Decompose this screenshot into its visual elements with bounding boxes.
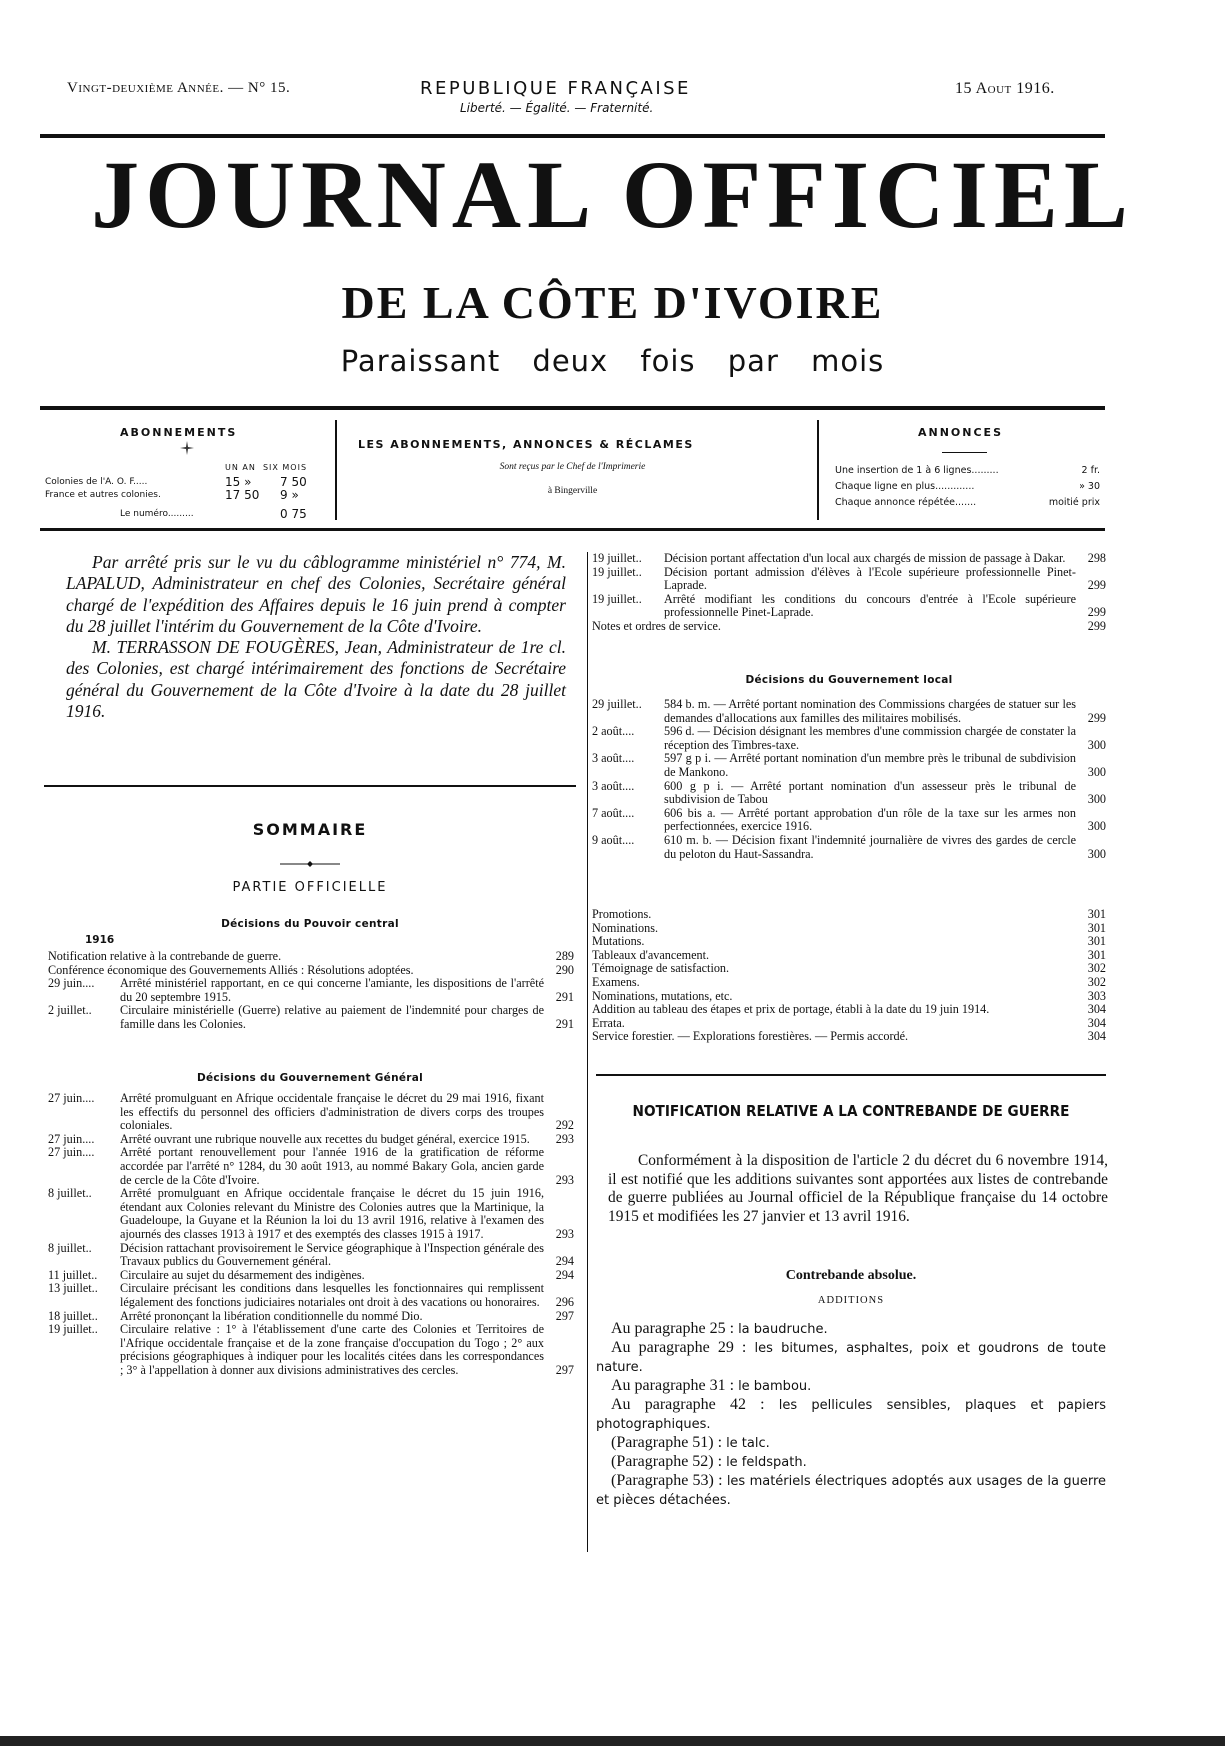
- col-head-six: SIX MOIS: [262, 463, 308, 472]
- box-bottom-rule: [40, 528, 1105, 531]
- center-box-line2: à Bingerville: [547, 486, 598, 496]
- toc-entry[interactable]: 27 juin.... Arrêté promulguant en Afrique occidentale française le décret du 29 mai 1916, fixant les effectifs du personnel des officiers d'administration de divers corps des troupes coloniales. 292: [48, 1091, 574, 1133]
- subscriptions-column-heads: [225, 463, 335, 472]
- intro-rule: [44, 785, 576, 787]
- toc-entry[interactable]: 8 juillet.. Décision rattachant provisoirement le Service géographique à l'Inspection générale des Travaux publics du Gouvernement général. 294: [48, 1240, 574, 1269]
- ornament-icon: [280, 852, 340, 858]
- toc-entry[interactable]: 27 juin.... Arrêté portant renouvellement pour l'année 1916 de la gratification de réforme accordée par l'arrêté n° 1284, du 30 août 1913, au nommé Bakary Gola, ancien garde de cercle de la Côte d'Ivoire. 293: [48, 1145, 574, 1187]
- intro-paragraph-1: Par arrêté pris sur le vu du câblogramme ministériel n° 774, M. LAPALUD, Administrateur en chef des Colonies, Secrétaire général chargé de l'expédition des Affaires depuis le 16 juin prend à compter du 28 juillet l'intérim du Gouvernement de la Côte d'Ivoire.: [66, 552, 566, 636]
- annonces-heading: ANNONCES: [918, 426, 1003, 439]
- intro-block: [66, 552, 566, 722]
- annonce-row: Une insertion de 1 à 6 lignes......... 2 fr.: [835, 465, 1100, 476]
- addition-item: Au paragraphe 29 : les bitumes, asphaltes, poix et goudrons de toute nature.: [596, 1339, 1107, 1375]
- notification-body: Conformément à la disposition de l'article 2 du décret du 6 novembre 1914, il est notifié que les additions suivantes sont apportées aux listes de contrebande de guerre publiées au Journal officiel de la République française du 14 octobre 1915 et modifiées les 27 janvier et 13 avril 1916.: [608, 1152, 1108, 1225]
- addition-item: Au paragraphe 31 : le bambou.: [611, 1377, 812, 1394]
- annonces-underline: [942, 452, 987, 453]
- toc-entry[interactable]: Mutations. 301: [592, 934, 1106, 949]
- year-label: 1916: [85, 934, 115, 946]
- toc-entry[interactable]: Témoignage de satisfaction. 302: [592, 961, 1106, 976]
- annonces-table: [835, 463, 1100, 511]
- toc-entry[interactable]: 13 juillet.. Circulaire précisant les conditions dans lesquelles les fonctionnaires qui remplissent légalement des fonctions judiciaires notariales ont droit à des vacations ou honoraires. 296: [48, 1281, 574, 1309]
- contrebande-heading: Contrebande absolue.: [785, 1268, 917, 1283]
- toc-entry[interactable]: 3 août.... 600 g p i. — Arrêté portant nomination d'un assesseur près le tribunal de subdivision de Tabou 300: [592, 778, 1106, 807]
- toc-entry[interactable]: Notes et ordres de service. 299: [592, 618, 1106, 633]
- additions-label: ADDITIONS: [817, 1295, 885, 1306]
- intro-paragraph-2: M. TERRASSON DE FOUGÈRES, Jean, Administrateur de 1re cl. des Colonies, est chargé intérimairement des fonctions de Secrétaire général du Gouvernement de la Côte d'Ivoire à la date du 28 juillet 1916.: [66, 637, 566, 722]
- subscription-row: France et autres colonies. 17 50 9 »: [45, 488, 299, 502]
- toc-entry[interactable]: 2 juillet.. Circulaire ministérielle (Guerre) relative au paiement de l'indemnité pour charges de famille dans les Colonies. 291: [48, 1003, 574, 1031]
- right-toc-top: [592, 552, 1106, 634]
- toc-entry[interactable]: Promotions. 301: [592, 907, 1106, 921]
- toc-entry[interactable]: 3 août.... 597 g p i. — Arrêté portant nomination d'un membre près le tribunal de subdivision de Mankono. 300: [592, 751, 1106, 779]
- toc-entry[interactable]: 8 juillet.. Arrêté promulguant en Afrique occidentale française le décret du 15 juin 1916, étendant aux Colonies relevant du Ministre des Colonies autres que la Martinique, la Guadeloupe, la Guyane et la Réunion la loi du 13 avril 1916, relative à l'examen des ajournés des classes 1913 à 1917 et des exemptés des classes 1915 à 1917. 293: [48, 1186, 574, 1241]
- general-toc: [48, 1092, 574, 1377]
- subscriptions-heading: ABONNEMENTS: [120, 426, 238, 439]
- addition-item: Au paragraphe 25 : la baudruche.: [611, 1320, 828, 1337]
- toc-entry[interactable]: 19 juillet.. Décision portant admission d'élèves à l'Ecole supérieure professionnelle Pinet-Laprade. 299: [592, 564, 1106, 593]
- additions-list: [596, 1320, 1106, 1510]
- toc-entry[interactable]: 7 août.... 606 bis a. — Arrêté portant approbation d'un rôle de la taxe sur les armes non perfectionnées, exercice 1916. 300: [592, 805, 1106, 834]
- toc-entry[interactable]: Errata. 304: [592, 1015, 1106, 1030]
- republic-motto: Liberté. — Égalité. — Fraternité.: [460, 101, 654, 115]
- partie-officielle: PARTIE OFFICIELLE: [232, 880, 388, 895]
- column-divider: [587, 552, 588, 1552]
- issue-date: 15 Aout 1916.: [955, 80, 1055, 97]
- central-heading: Décisions du Pouvoir central: [221, 918, 399, 930]
- toc-entry[interactable]: Nominations, mutations, etc. 303: [592, 988, 1106, 1003]
- local-heading: Décisions du Gouvernement local: [745, 674, 953, 686]
- box-divider-right: [817, 420, 819, 520]
- toc-entry[interactable]: 27 juin.... Arrêté ouvrant une rubrique nouvelle aux recettes du budget général, exercice 1915. 293: [48, 1131, 574, 1146]
- central-toc: [48, 950, 574, 1032]
- scan-bottom-edge: [0, 1736, 1225, 1746]
- misc-toc: [592, 908, 1106, 1044]
- toc-entry[interactable]: 9 août.... 610 m. b. — Décision fixant l'indemnité journalière de vivres des gardes de cercle du peloton du Haut-Sassandra. 300: [592, 832, 1106, 861]
- republic-heading: REPUBLIQUE FRANÇAISE: [420, 78, 691, 99]
- center-box-line1: Sont reçus par le Chef de l'Imprimerie: [499, 462, 646, 472]
- toc-entry[interactable]: 29 juillet.. 584 b. m. — Arrêté portant nomination des Commissions chargées de statuer sur les demandes d'allocations aux familles des militaires mobilisés. 299: [592, 697, 1106, 725]
- notification-title: NOTIFICATION RELATIVE A LA CONTREBANDE DE GUERRE: [632, 1102, 1070, 1120]
- subscription-row: Colonies de l'A. O. F..... 15 » 7 50: [45, 475, 307, 489]
- toc-entry[interactable]: Service forestier. — Explorations forestières. — Permis accordé. 304: [592, 1029, 1106, 1044]
- toc-entry[interactable]: Addition au tableau des étapes et prix de portage, établi à la date du 19 juin 1914. 304: [592, 1002, 1106, 1017]
- addition-item: (Paragraphe 53) : les matériels électriques adoptés aux usages de la guerre et pièces détachées.: [596, 1472, 1107, 1508]
- toc-entry[interactable]: 19 juillet.. Décision portant affectation d'un local aux chargés de mission de passage à Dakar. 298: [592, 551, 1106, 565]
- addition-item: Au paragraphe 42 : les pellicules sensibles, plaques et papiers photographiques.: [596, 1396, 1107, 1432]
- issue-number: Vingt-deuxième Année. — N° 15.: [67, 80, 291, 96]
- general-heading: Décisions du Gouvernement Général: [196, 1072, 424, 1084]
- journal-title: JOURNAL OFFICIEL: [91, 141, 1134, 248]
- toc-entry[interactable]: Notification relative à la contrebande de guerre. 289: [48, 949, 574, 963]
- annonce-row: Chaque ligne en plus............. » 30: [835, 481, 1100, 492]
- col-head-year: UN AN: [225, 463, 256, 472]
- annonce-row: Chaque annonce répétée....... moitié prix: [835, 497, 1100, 508]
- toc-entry[interactable]: 29 juin.... Arrêté ministériel rapportant, en ce qui concerne l'amiante, les dispositions de l'arrêté du 20 septembre 1915. 291: [48, 976, 574, 1004]
- box-divider-left: [335, 420, 337, 520]
- journal-subtitle: DE LA CÔTE D'IVOIRE: [341, 277, 884, 328]
- toc-entry[interactable]: 2 août.... 596 d. — Décision désignant les membres d'une commission chargée de constater la réception des Timbres-taxe. 300: [592, 724, 1106, 752]
- top-rule: [40, 134, 1105, 138]
- toc-entry[interactable]: Nominations. 301: [592, 920, 1106, 935]
- toc-entry[interactable]: Tableaux d'avancement. 301: [592, 947, 1106, 962]
- addition-item: (Paragraphe 51) : le talc.: [611, 1434, 770, 1451]
- toc-entry[interactable]: 11 juillet.. Circulaire au sujet du désarmement des indigènes. 294: [48, 1267, 574, 1282]
- ink-mark-icon: [180, 440, 194, 454]
- subscriptions-table: [45, 476, 335, 521]
- masthead-rule: [40, 406, 1105, 410]
- addition-item: (Paragraphe 52) : le feldspath.: [611, 1453, 807, 1470]
- toc-entry[interactable]: Examens. 302: [592, 974, 1106, 989]
- center-box-heading: LES ABONNEMENTS, ANNONCES & RÉCLAMES: [358, 438, 694, 451]
- sommaire-title: SOMMAIRE: [252, 820, 368, 839]
- toc-entry[interactable]: 19 juillet.. Circulaire relative : 1° à l'établissement d'une carte des Colonies et Territoires de l'Afrique occidentale française et de la zone française d'occupation du Togo ; 2° aux précisions géographiques à indiquer pour les localités citées dans les correspondances ; 3° à l'appellation à donner aux divisions administratives des cercles. 297: [48, 1322, 574, 1377]
- toc-entry[interactable]: 18 juillet.. Arrêté prononçant la libération conditionnelle du nommé Dio. 297: [48, 1308, 574, 1323]
- journal-tagline: Paraissant deux fois par mois: [340, 344, 885, 378]
- toc-entry[interactable]: Conférence économique des Gouvernements Alliés : Résolutions adoptées. 290: [48, 962, 574, 977]
- single-number-row: Le numéro......... 0 75: [120, 507, 307, 521]
- toc-entry[interactable]: 19 juillet.. Arrêté modifiant les conditions du concours d'entrée à l'Ecole supérieure professionnelle Pinet-Laprade. 299: [592, 591, 1106, 620]
- local-toc: [592, 698, 1106, 861]
- notification-rule: [596, 1074, 1106, 1076]
